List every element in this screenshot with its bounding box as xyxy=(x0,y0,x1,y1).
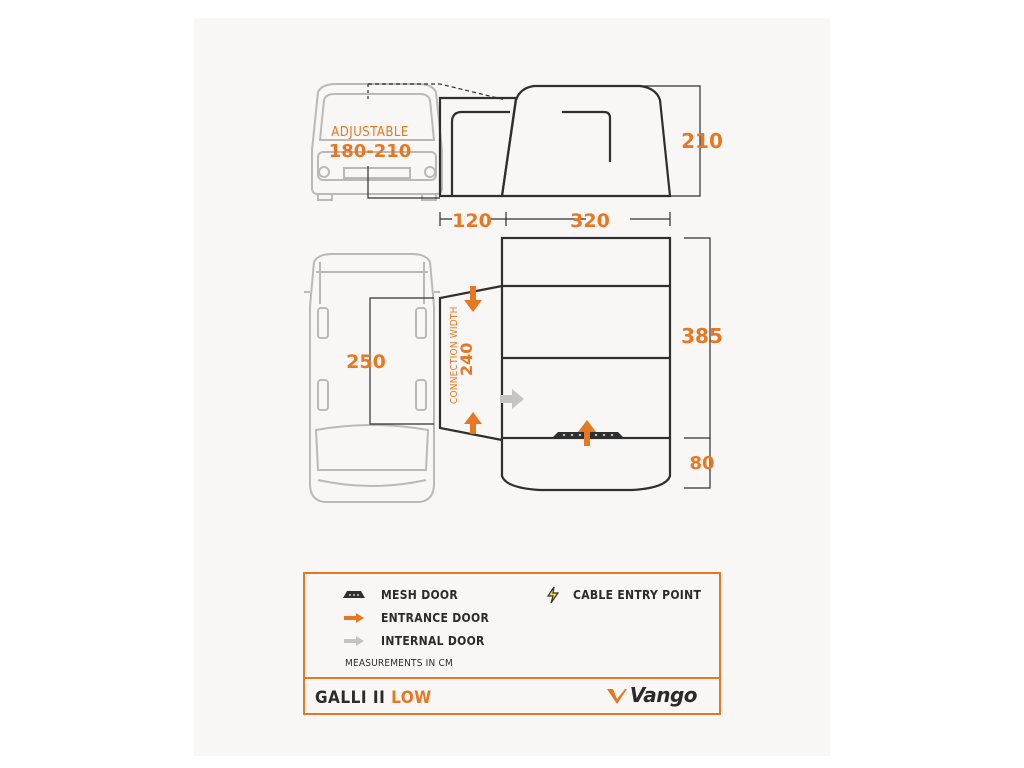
product-title xyxy=(315,688,432,708)
legend-label-mesh-door: MESH DOOR xyxy=(381,588,459,602)
adjustable-value: 180-210 xyxy=(328,141,412,162)
height-label: 210 xyxy=(681,129,723,153)
legend-label-entrance-door: ENTRANCE DOOR xyxy=(381,611,490,625)
van-top-outline xyxy=(304,254,440,502)
entrance-arrow-icon xyxy=(464,412,482,434)
legend-label-internal-door: INTERNAL DOOR xyxy=(381,634,485,648)
legend-divider xyxy=(305,677,719,679)
internal-door-arrow-icon xyxy=(343,636,365,646)
legend-panel xyxy=(303,572,721,715)
vango-v-logo-icon xyxy=(606,687,628,705)
measurements-note: MEASUREMENTS IN CM xyxy=(345,658,453,669)
adjustable-label: ADJUSTABLE xyxy=(331,125,409,140)
mesh-door-icon xyxy=(343,590,365,598)
cable-entry-bolt-icon xyxy=(545,586,561,604)
tent-depth-label: 385 xyxy=(681,324,723,348)
tent-side-outline xyxy=(502,86,670,196)
connection-width-label: CONNECTION WIDTH xyxy=(449,306,460,404)
van-width-label: 250 xyxy=(346,351,386,373)
product-name: GALLI II xyxy=(315,688,386,708)
entrance-door-arrow-icon xyxy=(343,613,365,623)
connector-width-label: 120 xyxy=(452,210,492,232)
connection-width-value: 240 xyxy=(457,342,476,376)
product-variant: LOW xyxy=(391,688,432,708)
legend-label-cable-entry: CABLE ENTRY POINT xyxy=(573,588,702,602)
tent-width-label: 320 xyxy=(570,210,610,232)
internal-door-arrow-icon xyxy=(500,389,524,409)
brand-logo xyxy=(630,683,697,707)
depth-dimension-lines xyxy=(684,238,710,488)
brand-name: Vango xyxy=(629,683,697,707)
porch-depth-label: 80 xyxy=(689,453,715,474)
tent-plan-outline xyxy=(502,238,670,490)
